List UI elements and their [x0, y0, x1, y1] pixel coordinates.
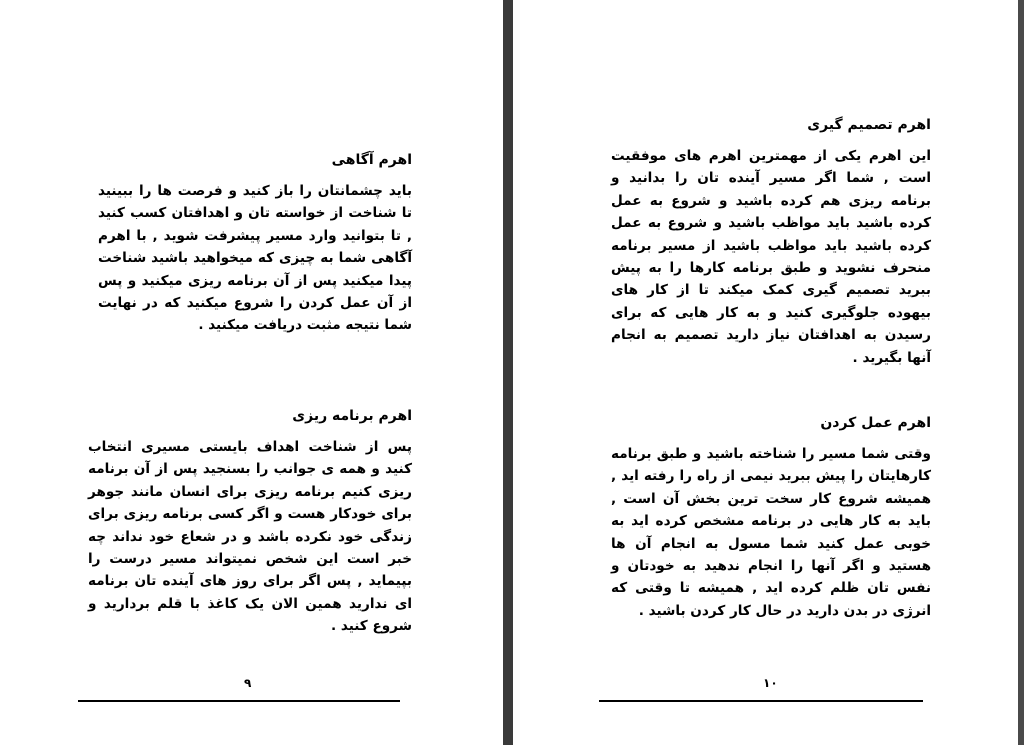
footer-rule	[599, 700, 923, 702]
page-number: ۱۰	[763, 676, 778, 690]
section-heading: اهرم عمل کردن	[820, 415, 931, 431]
section-paragraph: پس از شناخت اهداف بایستی مسیری انتخاب کنید و همه ی جوانب را بسنجید پس از آن برنامه ریزی کنیم برنامه ریزی برای انسان مانند جوهر برای خودکار هست و اگر کسی برنامه ریزی برای زندگی خود نکرده باشد و در شعاع خود نداند چه خبر است این شخص نمیتواند مسیر درست را بپیماید , پس اگر برای روز های آینده تان برنامه ای ندارید همین الان یک کاغذ با قلم بردارید و شروع کنید .	[88, 439, 412, 635]
page-gutter	[503, 0, 513, 745]
section-paragraph: باید چشمانتان را باز کنید و فرصت ها را ببینید تا شناخت از خواسته تان و اهدافتان کسب کنید , تا بتوانید وارد مسیر پیشرفت شوید , با اهرم آگاهی شما به چیزی که میخواهید باشید شناخت پیدا میکنید پس از آن برنامه ریزی میکنید و پس از آن عمل کردن را شروع میکنید که در نهایت شما نتیجه مثبت دریافت میکنید .	[98, 183, 412, 334]
section-awareness	[98, 150, 412, 337]
left-page	[0, 0, 503, 745]
section-planning	[88, 406, 412, 638]
section-paragraph: وقتی شما مسیر را شناخته باشید و طبق برنامه کارهایتان را پیش ببرید نیمی از راه را رفته اید , همیشه شروع کار سخت ترین بخش آن است , باید به کار هایی در برنامه مشخص کرده اید به خوبی عمل کنید شما مسول به انجام آن ها هستید و اگر آنها را انجام ندهید به خودتان و نفس تان ظلم کرده اید , همیشه تا وقتی که انرژی در بدن دارید در حال کار کردن باشید .	[611, 446, 931, 619]
section-taking-action	[611, 413, 931, 622]
section-heading: اهرم تصمیم گیری	[807, 117, 931, 133]
section-heading: اهرم آگاهی	[331, 152, 412, 168]
page-number: ۹	[244, 676, 252, 690]
right-page	[513, 0, 1024, 745]
section-paragraph: این اهرم یکی از مهمترین اهرم های موفقیت است , شما اگر مسیر آینده تان را بدانید و برنامه ریزی هم کرده باشید و شروع به عمل کرده باشید باید مواظب باشید و شروع به عمل کرده باشید باید مواظب باشید از مسیر برنامه منحرف نشوید و طبق برنامه کارها را به پیش ببرید تصمیم گیری کمک میکند تا از کار های بیهوده جلوگیری کنید و به کار هایی که برای رسیدن به اهدافتان نیاز دارید تصمیم به انجام آنها بگیرید .	[611, 148, 931, 366]
window-edge	[1018, 0, 1024, 745]
section-heading: اهرم برنامه ریزی	[292, 408, 412, 424]
footer-rule	[78, 700, 400, 702]
section-decision-making	[611, 115, 931, 369]
